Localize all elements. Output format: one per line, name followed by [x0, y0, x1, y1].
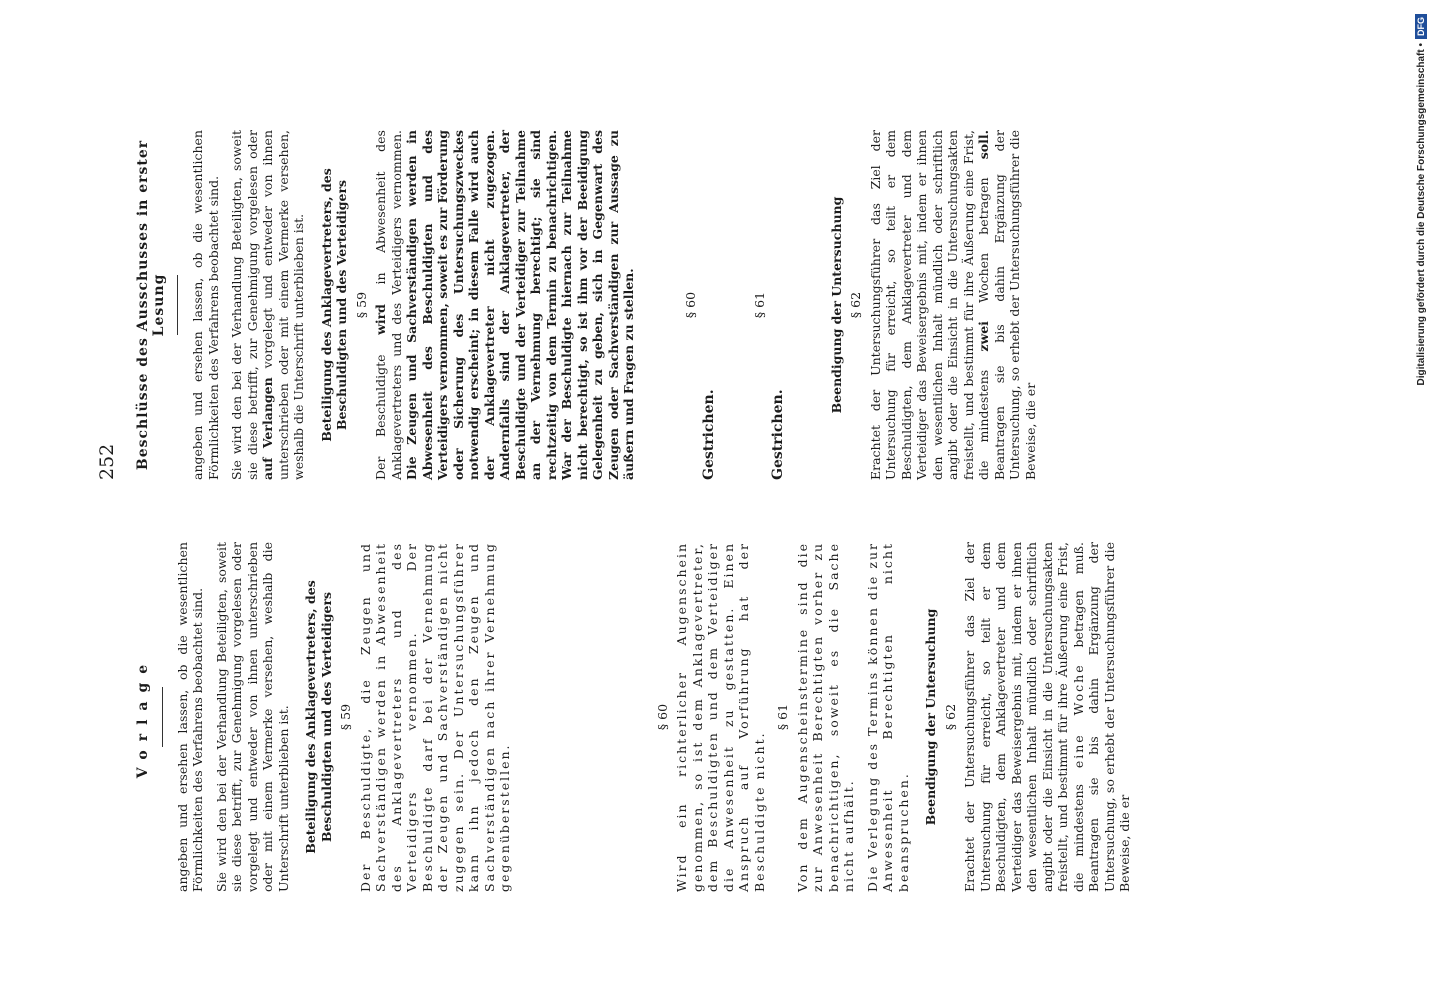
- right-heading-62: Beendigung der Untersuchung: [828, 196, 844, 414]
- left-heading-62: Beendigung der Untersuchung: [923, 608, 938, 826]
- right-para-62-em1: zwei: [976, 321, 991, 352]
- right-para-62-em2: soll.: [976, 130, 991, 160]
- left-para-62-em: eine Woche: [1070, 663, 1086, 769]
- dfg-credit: [1408, 0, 1434, 1000]
- right-section-62: § 62: [848, 291, 863, 319]
- right-para-59-em: wird: [373, 304, 388, 335]
- right-heading-59: Beteiligung des Anklagevertreters, des Beschuldigten und des Verteidigers: [318, 168, 349, 442]
- right-para-59-bold: Die Zeugen und Sachverständigen werden in Abwesenheit des Beschuldigten und des Verteidigers vernommen, soweit es zur Förderung oder Sicherung des Untersuchungszweckes notwendig erscheint; in diesem Falle wird auch der Anklagevertreter nicht zugezogen. Andernfalls sind der Anklagevertreter, der Beschuldigte und der Verteidiger zur Teilnahme an der Vernehmung berechtigt; sie sind rechtzeitig von dem Termin zu benachrichtigen. War der Beschuldigte hiernach zur Teilnahme nicht berechtigt, so ist ihm vor der Beeidigung Gelegenheit zu geben, sich in Gegenwart des Zeugen oder Sachverständigen zur Aussage zu äußern und Fragen zu stellen.: [404, 130, 636, 480]
- right-section-59: § 59: [353, 291, 369, 319]
- left-para-62: [962, 542, 1133, 892]
- left-para-59: Der Beschuldigte, die Zeugen und Sachverständigen werden in Abwesenheit des Anklagevertreters und des Verteidigers vernommen. Der Beschuldigte darf bei der Vernehmung der Zeugen und Sachverständigen nicht zugegen sein. Der Untersuchungsführer kann ihn jedoch den Zeugen und Sachverständigen nach ihrer Vernehmung gegenüberstellen.: [357, 542, 512, 892]
- left-para-62-b: betragen muß. Beantragen sie bis dahin Ergänzung der Untersuchung, so erhebt der Untersuchungsführer die Beweise, die er: [1070, 542, 1132, 892]
- right-para-62-mid: Wochen betragen: [976, 177, 991, 303]
- left-para-60: Wird ein richterlicher Augenschein genommen, so ist dem Anklagevertreter, dem Beschuldigten und dem Verteidiger die Anwesenheit zu gestatten. Einen Anspruch auf Vorführung hat der Beschuldigte nicht.: [674, 542, 767, 892]
- right-para-62: [868, 130, 1039, 480]
- page-number: 252: [96, 443, 118, 480]
- dfg-credit-text: Digitalisierung gefördert durch die Deutsche Forschungsgemeinschaft •: [1415, 43, 1427, 386]
- right-para-2: [229, 130, 307, 480]
- right-column: [136, 130, 1046, 480]
- left-section-59: § 59: [338, 703, 353, 731]
- right-struck-60: Gestrichen.: [701, 389, 717, 480]
- left-column: [136, 542, 1141, 892]
- right-para-59: [373, 130, 637, 480]
- left-para-62-a: Erachtet der Untersuchungsführer das Ziel der Untersuchung für erreicht, so teilt er dem Beschuldigten, dem Anklagevertreter und dem Verteidiger das Beweisergebnis mit, indem er ihnen den wesentlichen Inhalt mündlich oder schriftlich angibt oder die Einsicht in die Untersuchungsakten freistellt, und bestimmt für ihre Äußerung eine Frist, die mindestens: [962, 542, 1086, 892]
- left-para-2: Sie wird den bei der Verhandlung Beteiligten, soweit sie diese betrifft, zur Genehmigung vorgelesen oder vorgelegt und entweder von ihnen unterschrieben oder mit einem Vermerke versehen, weshalb die Unterschrift unterblieben ist.: [213, 542, 291, 892]
- right-para-62-a: Erachtet der Untersuchungsführer das Ziel der Untersuchung für erreicht, so teilt er dem Beschuldigten, dem Anklagevertreter und dem Verteidiger das Beweisergebnis mit, indem er ihnen den wesentlichen Inhalt mündlich oder schriftlich angibt oder die Einsicht in die Untersuchungsakten freistellt, und bestimmt für ihre Äußerung eine Frist, die mindestens: [867, 130, 991, 480]
- heading-rule: [162, 687, 163, 747]
- dfg-logo: DFG: [1415, 14, 1427, 39]
- left-para-61b: Die Verlegung des Termins können die zur Anwesenheit Berechtigten nicht beanspruchen.: [864, 542, 911, 892]
- right-para-2-em: auf Verlangen: [260, 377, 275, 480]
- right-section-60: § 60: [682, 291, 698, 319]
- heading-rule: [177, 275, 178, 335]
- left-para-1: angeben und ersehen lassen, ob die wesentlichen Förmlichkeiten des Verfahrens beobachtet sind.: [174, 542, 205, 892]
- right-para-59-a: Der Beschuldigte: [373, 354, 388, 480]
- right-para-1: angeben und ersehen lassen, ob die wesentlichen Förmlichkeiten des Verfahrens beobachtet sind.: [190, 130, 221, 480]
- left-section-62: § 62: [942, 703, 958, 731]
- right-section-61: § 61: [751, 291, 767, 319]
- left-section-61: § 61: [775, 703, 790, 731]
- right-para-2-b: vorgelegt und entweder von ihnen unterschrieben oder mit einem Vermerke versehen, weshalb die Unterschrift unterblieben ist.: [260, 130, 306, 480]
- right-para-2-a: Sie wird den bei der Verhandlung Beteiligten, soweit sie diese betrifft, zur Genehmigung vorgelesen oder: [229, 130, 260, 480]
- dfg-sidebar: [1408, 0, 1434, 1000]
- left-heading-59: Beteiligung des Anklagevertreters, des Beschuldigten und des Verteidigers: [303, 580, 334, 854]
- left-section-60: § 60: [654, 703, 670, 731]
- right-struck-61: Gestrichen.: [770, 389, 786, 480]
- right-para-59-b: in Abwesenheit des Anklagevertreters und des Verteidigers vernommen.: [373, 130, 404, 480]
- left-para-61a: Von dem Augenscheinstermine sind die zur Anwesenheit Berechtigten vorher zu benachrichtigen, soweit es die Sache nicht aufhält.: [794, 542, 856, 892]
- right-column-heading: Beschlüsse des Ausschusses in erster Lesung: [135, 139, 167, 471]
- left-column-heading: Vorlage: [135, 655, 151, 779]
- right-para-62-b: Beantragen sie bis dahin Ergänzung der Untersuchung, so erhebt der Untersuchungsführer die Beweise, die er: [991, 130, 1038, 480]
